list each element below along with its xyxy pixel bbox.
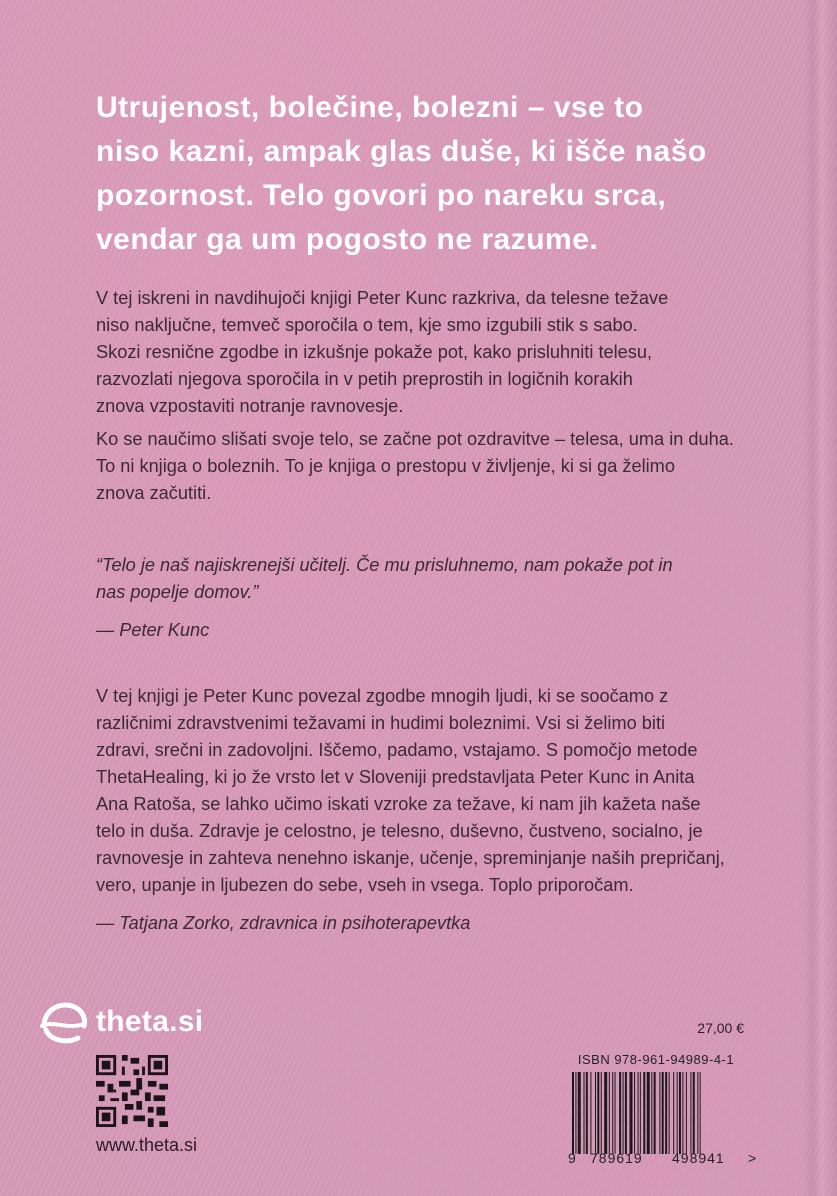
quote-line: nas popelje domov.” <box>96 582 259 602</box>
barcode-bar <box>601 1072 602 1154</box>
paragraph-line: razvozlati njegova sporočila in v petih preprostih in logičnih korakih <box>96 369 633 389</box>
barcode-bar <box>647 1072 650 1154</box>
theta-logo-icon <box>38 996 90 1048</box>
barcode-bar <box>597 1072 599 1154</box>
barcode-bar <box>623 1072 624 1154</box>
paragraph-line: niso naključne, temveč sporočila o tem, kje smo izgubili stik s sabo. <box>96 315 638 335</box>
barcode-bar <box>575 1072 576 1154</box>
barcode-bar <box>654 1072 656 1154</box>
description-paragraph-1 <box>96 285 786 420</box>
quote-line: “Telo je naš najiskrenejši učitelj. Če mu prisluhnemo, nam pokaže pot in <box>96 555 673 575</box>
barcode-bar <box>609 1072 610 1154</box>
paragraph-line: To ni knjiga o boleznih. To je knjiga o prestopu v življenje, ki si ga želimo <box>96 456 675 476</box>
paragraph-line: Skozi resnične zgodbe in izkušnje pokaže pot, kako prisluhniti telesu, <box>96 342 653 362</box>
testimonial-line: Ana Ratoša, se lahko učimo iskati vzroke za težave, ki nam jih kažeta naše <box>96 794 701 814</box>
headline-line: vendar ga um pogosto ne razume. <box>96 223 599 256</box>
barcode-bar <box>651 1072 652 1154</box>
isbn-label: ISBN 978-961-94989-4-1 <box>577 1052 735 1067</box>
barcode-bar <box>659 1072 660 1154</box>
price: 27,00 € <box>697 1020 744 1036</box>
barcode-bar <box>615 1072 616 1154</box>
paragraph-line: V tej iskreni in navdihujoči knjigi Peter Kunc razkriva, da telesne težave <box>96 288 669 308</box>
barcode-bar <box>682 1072 683 1154</box>
barcode-bar <box>578 1072 581 1154</box>
description-paragraph-2 <box>96 426 786 507</box>
barcode-bar <box>686 1072 687 1154</box>
barcode-bar <box>638 1072 639 1154</box>
barcode-bar <box>643 1072 645 1154</box>
testimonial-line: ThetaHealing, ki jo že vrsto let v Sloveniji predstavljata Peter Kunc in Anita <box>96 767 695 787</box>
qr-code <box>96 1055 168 1127</box>
barcode-bar <box>584 1072 585 1154</box>
publisher-name: theta.si <box>96 1005 204 1038</box>
spine-edge <box>803 0 837 1196</box>
barcode-bar <box>693 1072 695 1154</box>
paragraph-line: znova začutiti. <box>96 483 212 503</box>
testimonial-line: ravnovesje in zahteva nenehno iskanje, učenje, spreminjanje naših prepričanj, <box>96 848 725 868</box>
testimonial-line: zdravi, srečni in zadovoljni. Iščemo, padamo, vstajamo. S pomočjo metode <box>96 740 698 760</box>
isbn-barcode <box>568 1052 756 1178</box>
barcode-bar <box>586 1072 588 1154</box>
barcode-bar <box>677 1072 678 1154</box>
paragraph-line: Ko se naučimo slišati svoje telo, se začne pot ozdravitve – telesa, uma in duha. <box>96 429 734 449</box>
author-quote <box>96 552 786 644</box>
barcode-bar <box>595 1072 596 1154</box>
barcode-bar <box>700 1072 701 1154</box>
barcode-bars <box>572 1072 748 1154</box>
testimonial-author: — Tatjana Zorko, zdravnica in psihoterapevtka <box>96 913 471 933</box>
barcode-bar <box>612 1072 613 1154</box>
barcode-digit-suffix: > <box>748 1150 757 1166</box>
barcode-bar <box>690 1072 691 1154</box>
quote-author: — Peter Kunc <box>96 620 210 640</box>
headline-line: niso kazni, ampak glas duše, ki išče našo <box>96 135 707 168</box>
barcode-bar <box>630 1072 633 1154</box>
paragraph-line: znova vzpostaviti notranje ravnovesje. <box>96 396 404 416</box>
website-url: www.theta.si <box>96 1135 198 1155</box>
testimonial <box>96 683 786 937</box>
barcode-digit-group-2: 498941 <box>672 1150 725 1166</box>
barcode-bar <box>619 1072 621 1154</box>
barcode-bar <box>669 1072 670 1154</box>
barcode-bar <box>697 1072 698 1154</box>
barcode-bar <box>590 1072 591 1154</box>
testimonial-line: vero, upanje in ljubezen do sebe, vseh in vsega. Toplo priporočam. <box>96 875 634 895</box>
barcode-bar <box>679 1072 681 1154</box>
barcode-digit-group-1: 789619 <box>590 1150 643 1166</box>
headline-line: Utrujenost, bolečine, bolezni – vse to <box>96 91 644 124</box>
barcode-digit-prefix: 9 <box>568 1150 576 1166</box>
headline-line: pozornost. Telo govori po nareku srca, <box>96 179 667 212</box>
barcode-bar <box>625 1072 627 1154</box>
barcode-bar <box>604 1072 607 1154</box>
testimonial-line: V tej knjigi je Peter Kunc povezal zgodbe mnogih ljudi, ki se soočamo z <box>96 686 669 706</box>
barcode-bar <box>634 1072 635 1154</box>
barcode-bar <box>665 1072 667 1154</box>
barcode-bar <box>572 1072 574 1154</box>
testimonial-line: telo in duša. Zdravje je celostno, je telesno, duševno, čustveno, socialno, je <box>96 821 703 841</box>
barcode-bar <box>640 1072 641 1154</box>
barcode-bar <box>662 1072 664 1154</box>
testimonial-line: različnimi zdravstvenimi težavami in hudimi boleznimi. Vsi si želimo biti <box>96 713 666 733</box>
barcode-bar <box>673 1072 674 1154</box>
headline <box>96 86 736 262</box>
publisher-logo <box>38 996 203 1048</box>
